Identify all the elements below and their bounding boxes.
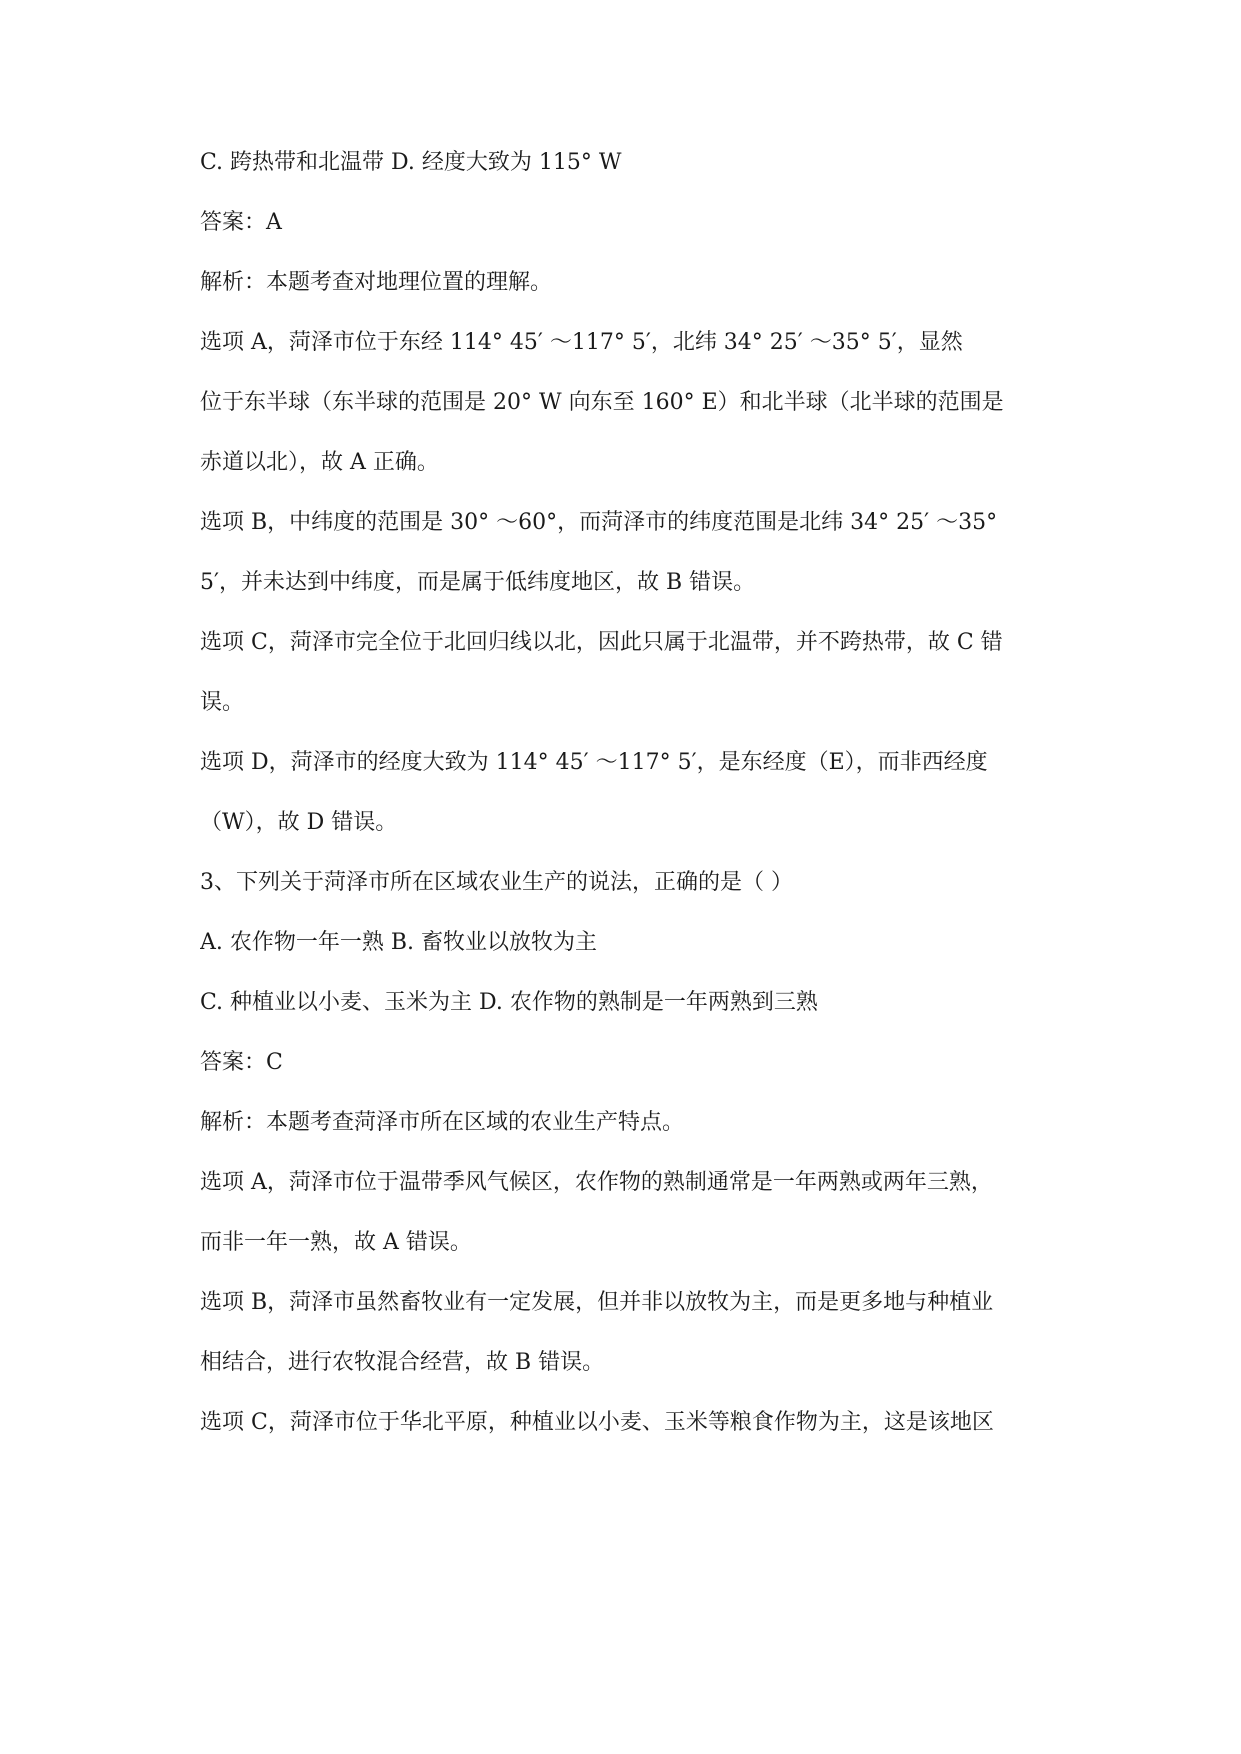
explanation-line: 误。 — [200, 690, 245, 715]
option-c-d-line: C. 跨热带和北温带 D. 经度大致为 115° W — [200, 150, 622, 175]
option-a-b-line: A. 农作物一年一熟 B. 畜牧业以放牧为主 — [200, 930, 598, 955]
explanation-line: 选项 B，中纬度的范围是 30° ～60°，而菏泽市的纬度范围是北纬 34° 25′ ～35° — [200, 510, 998, 535]
analysis-line: 解析：本题考查菏泽市所在区域的农业生产特点。 — [200, 1110, 685, 1135]
explanation-line: 选项 A，菏泽市位于东经 114° 45′ ～117° 5′，北纬 34° 25′ ～35° 5′，显然 — [200, 330, 963, 355]
explanation-line: 而非一年一熟，故 A 错误。 — [200, 1230, 472, 1255]
option-c-d-line: C. 种植业以小麦、玉米为主 D. 农作物的熟制是一年两熟到三熟 — [200, 990, 818, 1015]
explanation-line: 选项 A，菏泽市位于温带季风气候区，农作物的熟制通常是一年两熟或两年三熟， — [200, 1170, 993, 1195]
explanation-line: 相结合，进行农牧混合经营，故 B 错误。 — [200, 1350, 605, 1375]
explanation-line: 选项 D，菏泽市的经度大致为 114° 45′ ～117° 5′，是东经度（E），而非西经度 — [200, 750, 988, 775]
question-line: 3、下列关于菏泽市所在区域农业生产的说法，正确的是（ ） — [200, 870, 793, 895]
analysis-line: 解析：本题考查对地理位置的理解。 — [200, 270, 553, 295]
answer-line: 答案：A — [200, 210, 282, 235]
explanation-line: 5′，并未达到中纬度，而是属于低纬度地区，故 B 错误。 — [200, 570, 756, 595]
explanation-line: 位于东半球（东半球的范围是 20° W 向东至 160° E）和北半球（北半球的范围是 — [200, 390, 1004, 415]
explanation-line: （W），故 D 错误。 — [200, 810, 398, 835]
explanation-line: 选项 C，菏泽市完全位于北回归线以北，因此只属于北温带，并不跨热带，故 C 错 — [200, 630, 1003, 655]
answer-line: 答案：C — [200, 1050, 283, 1075]
explanation-line: 赤道以北），故 A 正确。 — [200, 450, 439, 475]
explanation-line: 选项 C，菏泽市位于华北平原，种植业以小麦、玉米等粮食作物为主，这是该地区 — [200, 1410, 994, 1435]
explanation-line: 选项 B，菏泽市虽然畜牧业有一定发展，但并非以放牧为主，而是更多地与种植业 — [200, 1290, 994, 1315]
